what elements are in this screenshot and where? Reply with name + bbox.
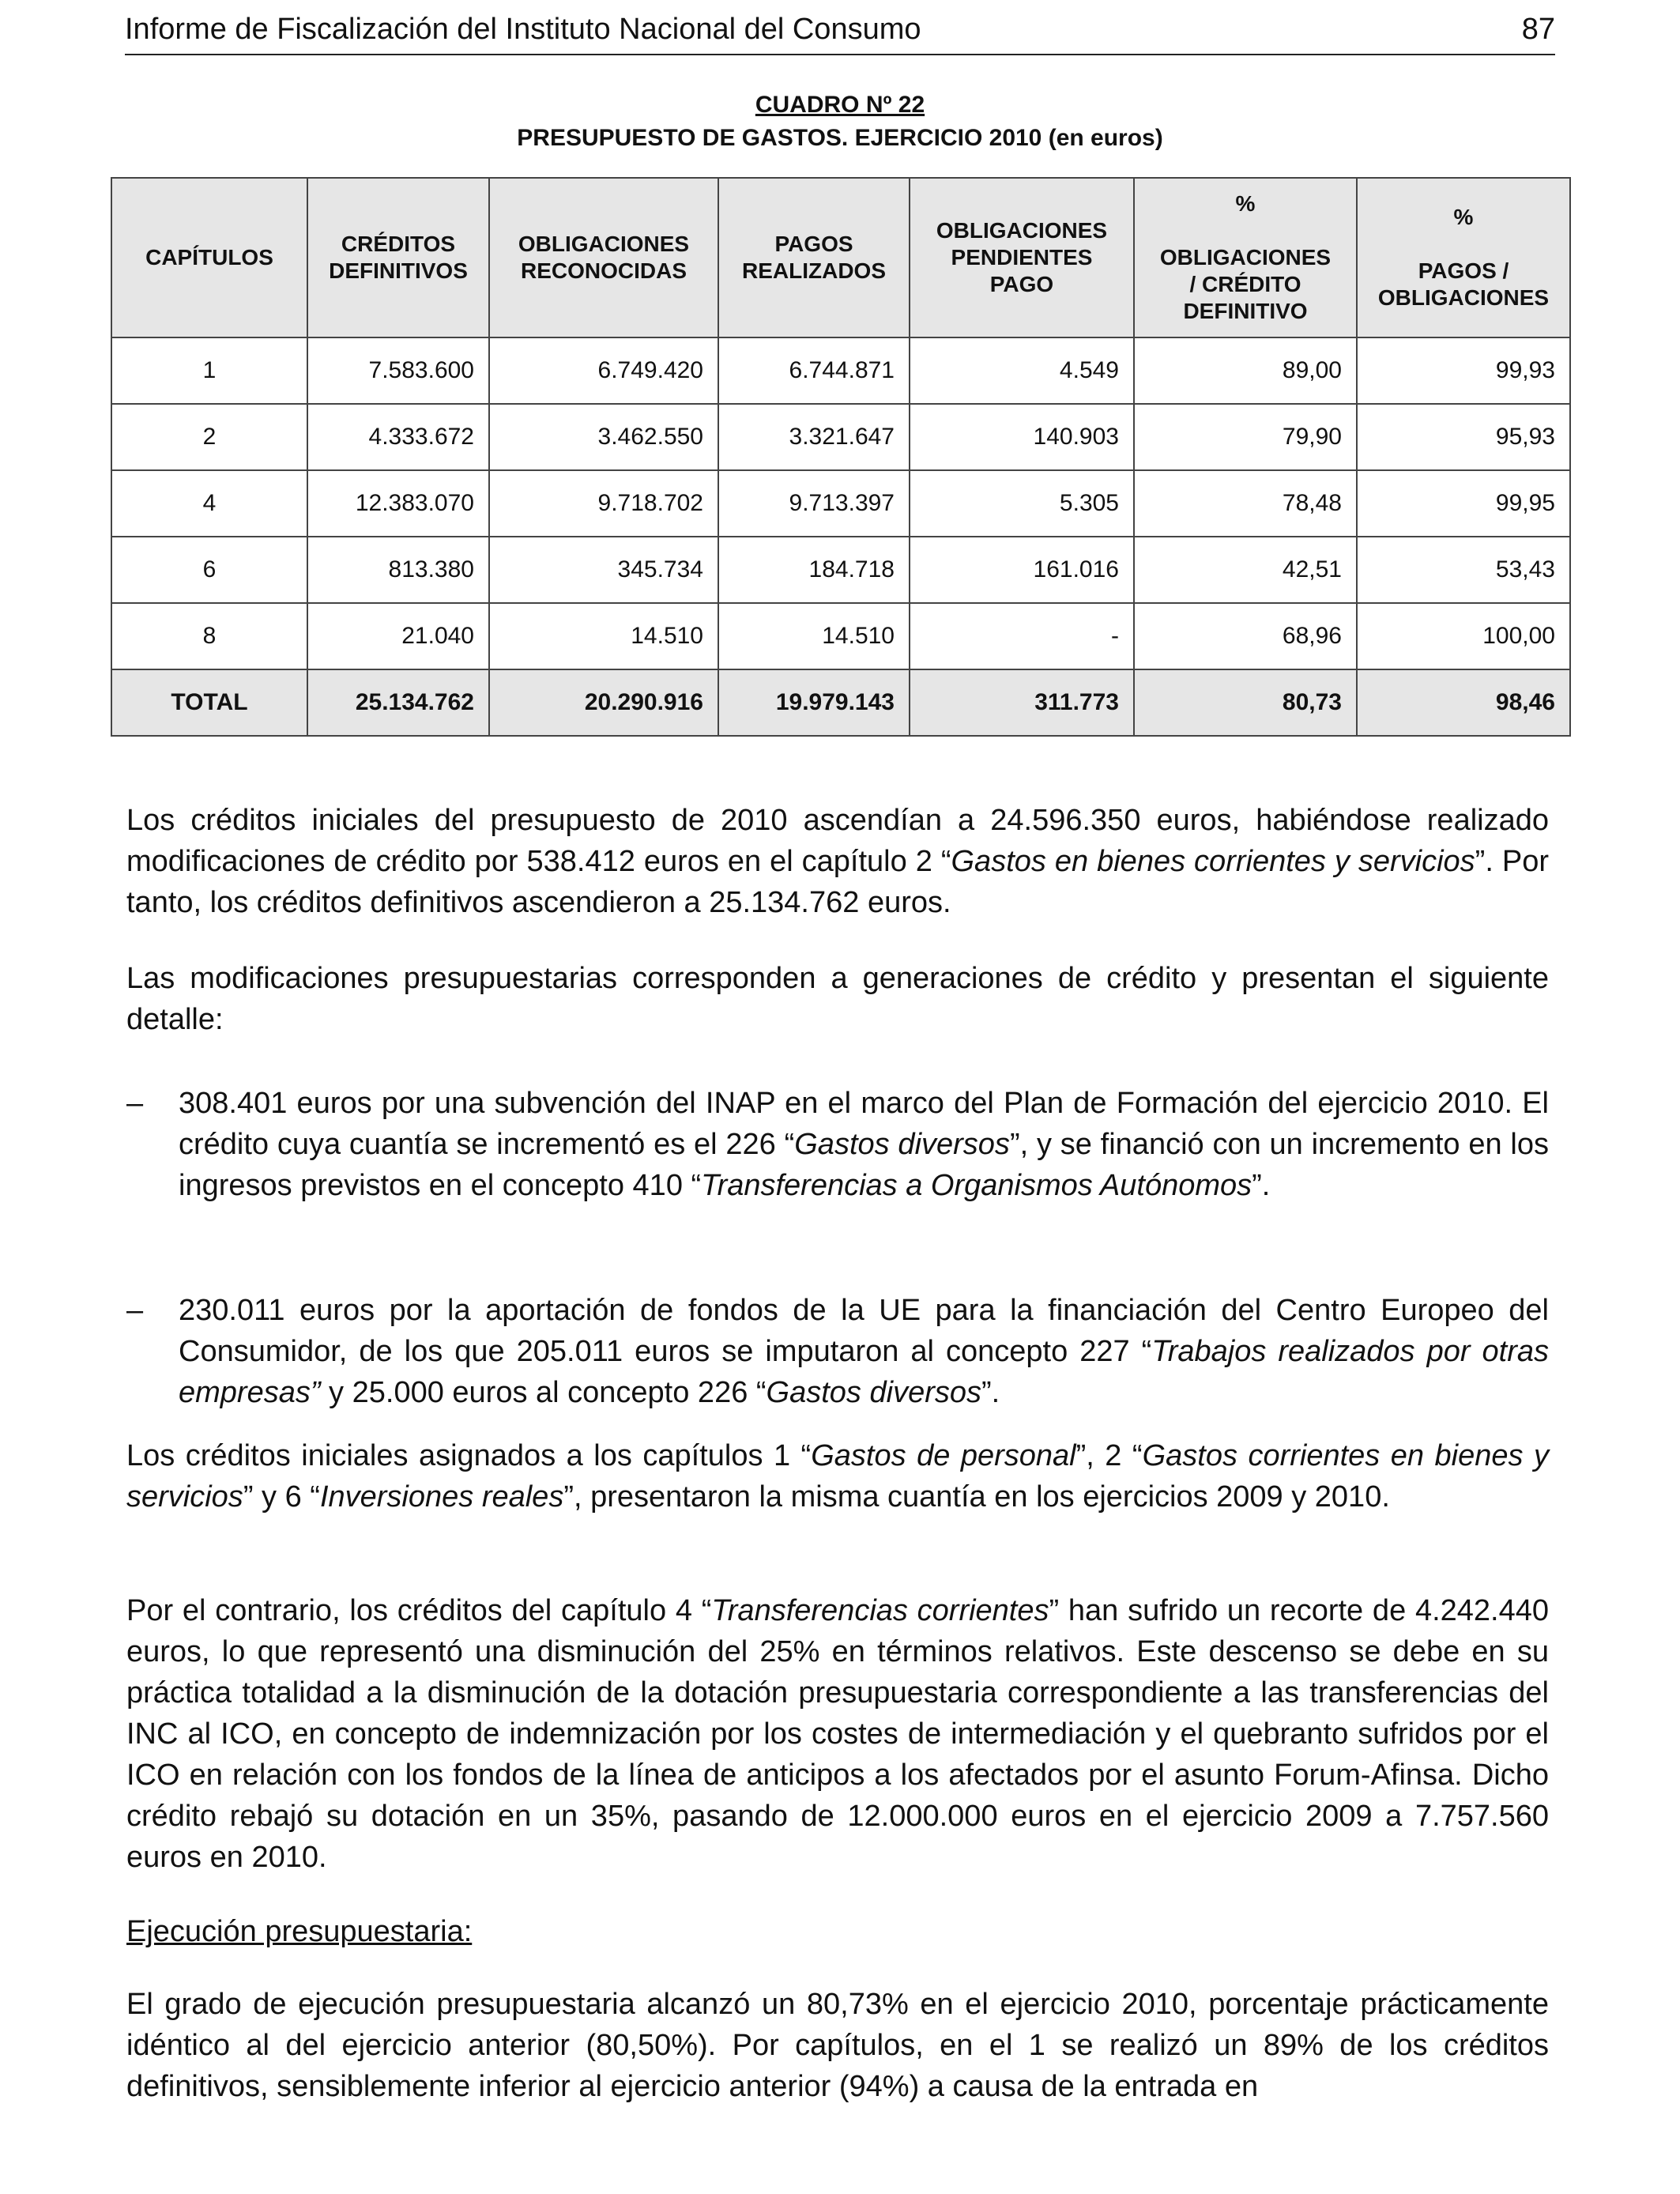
text-segment: ”, y se financió con un incremento en los ingresos previstos en el concepto 410 “ [179,1128,1550,1202]
column-header-line: OBLIGACIONES [1377,285,1550,310]
text-segment: 230.011 euros por la aportación de fondos de la UE para la financiación del Centro Europeo del Consumidor, de los que 205.011 euros se imputaron al concepto 227 “ [179,1294,1549,1368]
column-header-line: % [1453,205,1474,229]
column-header [910,178,1134,337]
column-header-line: CAPÍTULOS [145,245,273,270]
italic-text: Gastos en bienes corrientes y servicios [951,845,1475,878]
value-cell: 80,73 [1134,669,1357,736]
table-row [111,337,1570,404]
paragraph-initial-credits [126,800,1549,923]
bullet-item-inap [179,1083,1549,1206]
value-cell: 4.333.672 [307,404,489,470]
value-cell: 20.290.916 [489,669,718,736]
column-header-line: REALIZADOS [742,258,886,283]
chapter-cell: TOTAL [111,669,307,736]
budget-table [111,177,1571,737]
column-header [718,178,910,337]
table-header-row [111,178,1570,337]
paragraph-initial-chapters [126,1435,1549,1517]
column-header [1134,178,1357,337]
text-segment: ” han sufrido un recorte de 4.242.440 euros, lo que representó una disminución del 25% en términos relativos. Este descenso se debe en su práctica totalidad a la disminución de la dotación presupuestaria correspondiente a las transferencias del INC al ICO, en concepto de indemnización por los costes de intermediación y el quebranto sufridos por el ICO en relación con los fondos de la línea de anticipos a los afectados por el asunto Forum-Afinsa. Dicho crédito rebajó su dotación en un 35%, pasando de 12.000.000 euros en el ejercicio 2009 a 7.757.560 euros en 2010. [126,1594,1550,1874]
column-header [1357,178,1570,337]
column-header-line: / CRÉDITO [1189,272,1301,296]
table-row [111,603,1570,669]
column-header-line: PAGO [989,272,1054,296]
text-segment: ”, 2 “ [1075,1439,1143,1472]
column-header-line: OBLIGACIONES [518,232,690,256]
chapter-cell: 1 [111,337,307,404]
value-cell: 89,00 [1134,337,1357,404]
italic-text: Gastos diversos [766,1376,981,1409]
value-cell: 14.510 [489,603,718,669]
value-cell: 9.718.702 [489,470,718,537]
italic-text: Transferencias a Organismos Autónomos [701,1169,1252,1202]
column-header-line: OBLIGACIONES [936,218,1108,243]
text-segment: ”, presentaron la misma cuantía en los ejercicios 2009 y 2010. [563,1480,1390,1514]
report-title: Informe de Fiscalización del Instituto Nacional del Consumo [125,13,921,46]
value-cell: 311.773 [910,669,1134,736]
value-cell: 12.383.070 [307,470,489,537]
value-cell: 161.016 [910,537,1134,603]
column-header [111,178,307,337]
value-cell: 7.583.600 [307,337,489,404]
value-cell: 25.134.762 [307,669,489,736]
value-cell: 6.744.871 [718,337,910,404]
bullet-dash: – [126,1087,144,1120]
value-cell: 3.462.550 [489,404,718,470]
value-cell: 53,43 [1357,537,1570,603]
underlined-text: Ejecución presupuestaria: [126,1915,473,1948]
value-cell: 345.734 [489,537,718,603]
paragraph-execution [126,1984,1549,2107]
chapter-cell: 4 [111,470,307,537]
paragraph-chapter-4 [126,1590,1549,1878]
total-row [111,669,1570,736]
chapter-cell: 8 [111,603,307,669]
column-header-line: % [1235,191,1256,216]
page-header [125,9,1555,55]
table-row [111,470,1570,537]
value-cell: 5.305 [910,470,1134,537]
table-row [111,404,1570,470]
value-cell: 4.549 [910,337,1134,404]
text-segment: ”. Por tanto, los créditos definitivos ascendieron a 25.134.762 euros. [126,845,1549,919]
column-header-line: PAGOS [774,232,853,256]
column-header-line: RECONOCIDAS [520,258,687,283]
value-cell: 68,96 [1134,603,1357,669]
value-cell: 9.713.397 [718,470,910,537]
value-cell: 21.040 [307,603,489,669]
text-segment: El grado de ejecución presupuestaria alcanzó un 80,73% en el ejercicio 2010, porcentaje prácticamente idéntico al del ejercicio anterior (80,50%). Por capítulos, en el 1 se realizó un 89% de los créditos definitivos, sensiblemente inferior al ejercicio anterior (94%) a causa de la entrada en [126,1988,1549,2103]
column-header [307,178,489,337]
value-cell: 184.718 [718,537,910,603]
text-segment: Los créditos iniciales del presupuesto de 2010 ascendían a 24.596.350 euros, habiéndose realizado modificaciones de crédito por 538.412 euros en el capítulo 2 “ [126,804,1549,878]
table-row [111,537,1570,603]
italic-text: Transferencias corrientes [711,1594,1049,1627]
column-header-line: PAGOS / [1418,258,1509,283]
section-heading-execution [126,1911,1549,1952]
value-cell: 99,95 [1357,470,1570,537]
page-number: 87 [1521,13,1555,46]
italic-text: Gastos corrientes en bienes y servicios [126,1439,1550,1514]
bullet-dash: – [126,1294,144,1327]
value-cell: 99,93 [1357,337,1570,404]
value-cell: 140.903 [910,404,1134,470]
text-segment: 308.401 euros por una subvención del INAP en el marco del Plan de Formación del ejercicio 2010. El crédito cuya cuantía se incrementó es el 226 “ [179,1087,1549,1161]
text-segment: Los créditos iniciales asignados a los capítulos 1 “ [126,1439,812,1472]
text-segment: ” y 6 “ [243,1480,320,1514]
value-cell: 813.380 [307,537,489,603]
column-header-line: CRÉDITOS [341,232,456,256]
bullet-item-ue [179,1290,1549,1413]
table-title: PRESUPUESTO DE GASTOS. EJERCICIO 2010 (en euros) [517,125,1163,151]
text-segment: y 25.000 euros al concepto 226 “ [320,1376,767,1409]
italic-text: Gastos diversos [794,1128,1010,1161]
value-cell: 98,46 [1357,669,1570,736]
paragraph-modifications [126,958,1549,1040]
column-header-line: DEFINITIVOS [329,258,468,283]
chapter-cell: 2 [111,404,307,470]
column-header [489,178,718,337]
italic-text: Inversiones reales [319,1480,564,1514]
value-cell: 6.749.420 [489,337,718,404]
value-cell: - [910,603,1134,669]
value-cell: 79,90 [1134,404,1357,470]
value-cell: 78,48 [1134,470,1357,537]
value-cell: 19.979.143 [718,669,910,736]
column-header-line: PENDIENTES [951,245,1093,270]
value-cell: 3.321.647 [718,404,910,470]
text-segment: ”. [1252,1169,1271,1202]
column-header-line: OBLIGACIONES [1159,245,1332,270]
text-segment: Las modificaciones presupuestarias corresponden a generaciones de crédito y presentan el siguiente detalle: [126,962,1549,1036]
text-segment: Por el contrario, los créditos del capítulo 4 “ [126,1594,712,1627]
value-cell: 95,93 [1357,404,1570,470]
chapter-cell: 6 [111,537,307,603]
italic-text: Trabajos realizados por otras empresas” [179,1335,1549,1409]
value-cell: 100,00 [1357,603,1570,669]
italic-text: Gastos de personal [811,1439,1076,1472]
value-cell: 42,51 [1134,537,1357,603]
value-cell: 14.510 [718,603,910,669]
table-number: CUADRO Nº 22 [755,92,925,118]
column-header-line: DEFINITIVO [1183,299,1308,323]
text-segment: ”. [981,1376,1000,1409]
